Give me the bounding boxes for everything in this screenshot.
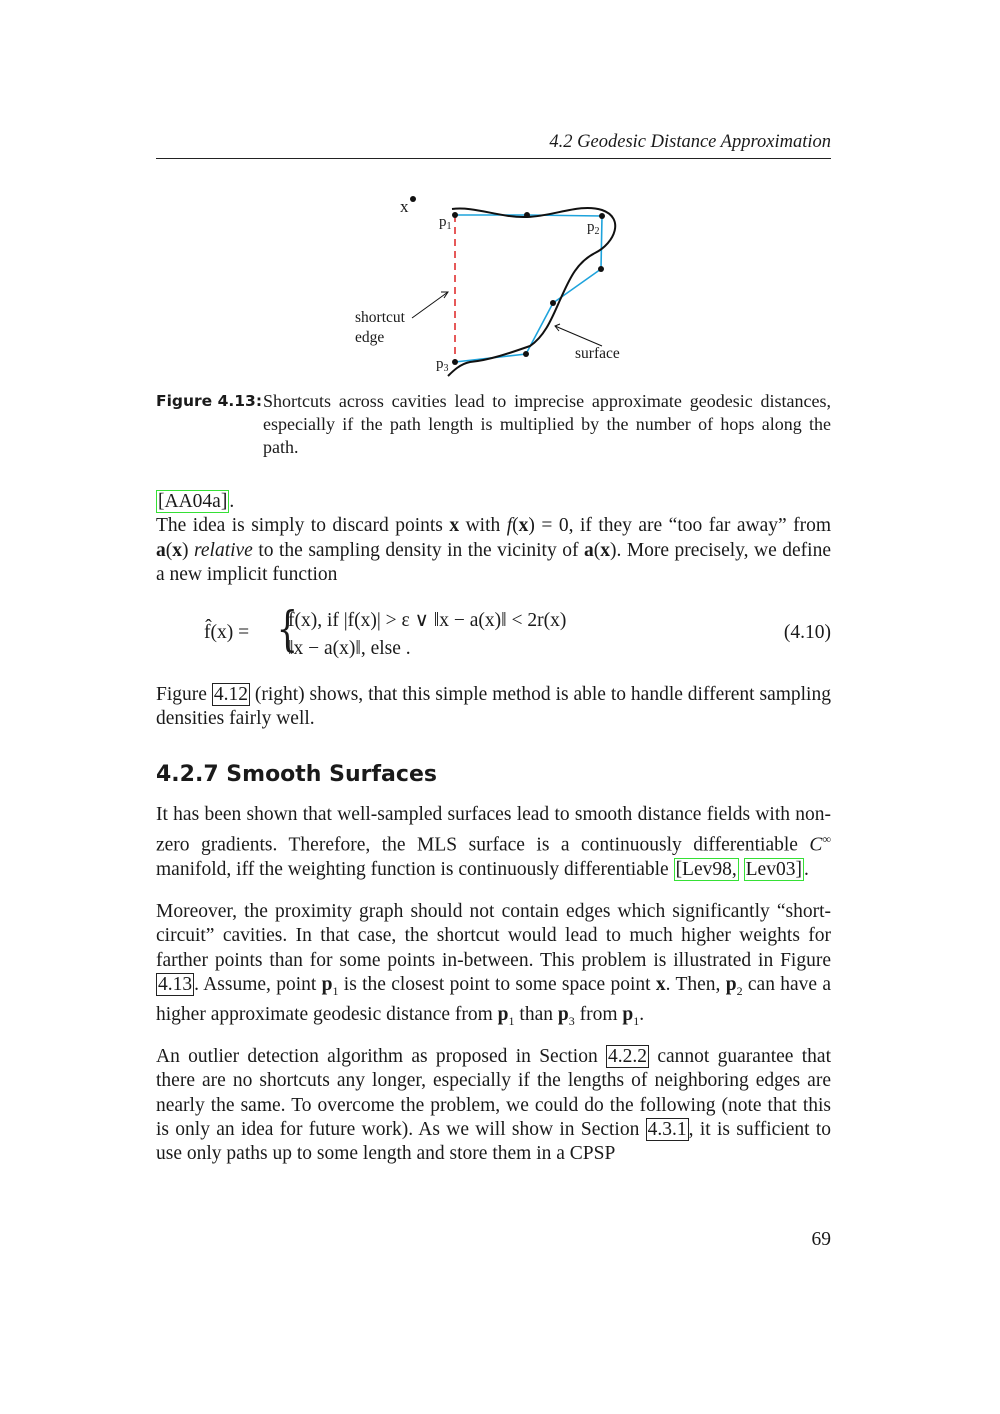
label-p2: $p_2$	[587, 219, 600, 237]
page-number: 69	[811, 1229, 831, 1250]
shortcut-arrow	[412, 292, 448, 318]
section-ref-link[interactable]: 4.2.2	[608, 1046, 648, 1067]
paragraph-1: [AA04a] . The idea is simply to discard points x with f(x) = 0, if they are “too far away” from a(x) relative to the sampling density in the vicinity of a(x). More precisely, we define a new implicit function	[156, 491, 832, 585]
point-x	[410, 196, 416, 202]
label-p3: $p_3$	[436, 356, 449, 374]
citation-link[interactable]: Lev03]	[745, 859, 802, 881]
point-mid-top	[524, 212, 530, 218]
equation-lhs: f̂(x) =	[204, 622, 250, 643]
paragraph-4: Moreover, the proximity graph should not contain edges which significantly “short-circuit” cavities. In that case, the shortcut would lead to much higher weights for farther points than for some points in-between. This problem is illustrated in Figure 4.13 . Assume, point $p_1$ is the closest point to some space point x. Then, $p_2$ can have a higher approximate geodesic distance from $p_1$ than $p_3$ from $p_1$.	[156, 901, 832, 1028]
paragraph-2: Figure 4.12 (right) shows, that this simple method is able to handle different sampling densities fairly well.	[156, 684, 831, 730]
point-lower	[523, 351, 529, 357]
label-surface: surface	[575, 345, 620, 362]
caption-label: Figure 4.13:	[156, 392, 263, 410]
point-right	[598, 266, 604, 272]
label-shortcut: shortcut	[355, 309, 405, 326]
figure-ref-link[interactable]: 4.13	[158, 973, 193, 995]
running-header	[156, 130, 831, 159]
section-ref-link[interactable]: 4.3.1	[647, 1118, 687, 1140]
point-p2	[599, 213, 605, 219]
surface-arrow	[555, 326, 602, 346]
point-p3	[452, 359, 458, 365]
citation-link[interactable]: [Lev98,	[675, 859, 737, 881]
equation-number: (4.10)	[783, 622, 831, 643]
running-title: 4.2 Geodesic Distance Approximation	[549, 132, 831, 152]
caption-text: Shortcuts across cavities lead to imprecise approximate geodesic distances, especially if the path length is multiplied by the number of hops along the path.	[263, 391, 831, 457]
figure-4-13	[340, 188, 640, 378]
figure-diagram	[340, 188, 640, 378]
equation-brace: {	[276, 601, 298, 657]
point-p1	[452, 212, 458, 218]
point-mid	[550, 300, 556, 306]
equation-case-1: f(x), if |f(x)| > ε ∨ ‖x − a(x)‖ < 2r(x)	[288, 610, 567, 631]
label-p1: $p_1$	[439, 214, 452, 232]
paragraph-3: It has been shown that well-sampled surfaces lead to smooth distance fields with non-zero gradients. Therefore, the MLS surface is a continuously differentiable C∞ manifold, iff the weighting function is continuously differentiable [Lev98, Lev03] .	[156, 804, 831, 881]
figure-caption	[156, 390, 831, 459]
label-x: x	[400, 197, 409, 216]
equation-4-10	[156, 600, 831, 670]
figure-ref-link[interactable]: 4.12	[213, 684, 248, 705]
label-edge: edge	[355, 329, 385, 346]
section-heading: 4.2.7 Smooth Surfaces	[156, 762, 437, 787]
citation-link[interactable]: [AA04a]	[158, 491, 228, 512]
paragraph-5: An outlier detection algorithm as proposed in Section 4.2.2 cannot guarantee that there are no shortcuts any longer, especially if the lengths of neighboring edges are nearly the same. To overcome the problem, we could do the following (note that this is only an idea for future work). As we will show in Section 4.3.1 , it is sufficient to use only paths up to some length and store them in a CPSP	[156, 1046, 832, 1165]
equation-case-2: ‖x − a(x)‖, else .	[288, 638, 411, 659]
geodesic-path	[455, 215, 602, 362]
